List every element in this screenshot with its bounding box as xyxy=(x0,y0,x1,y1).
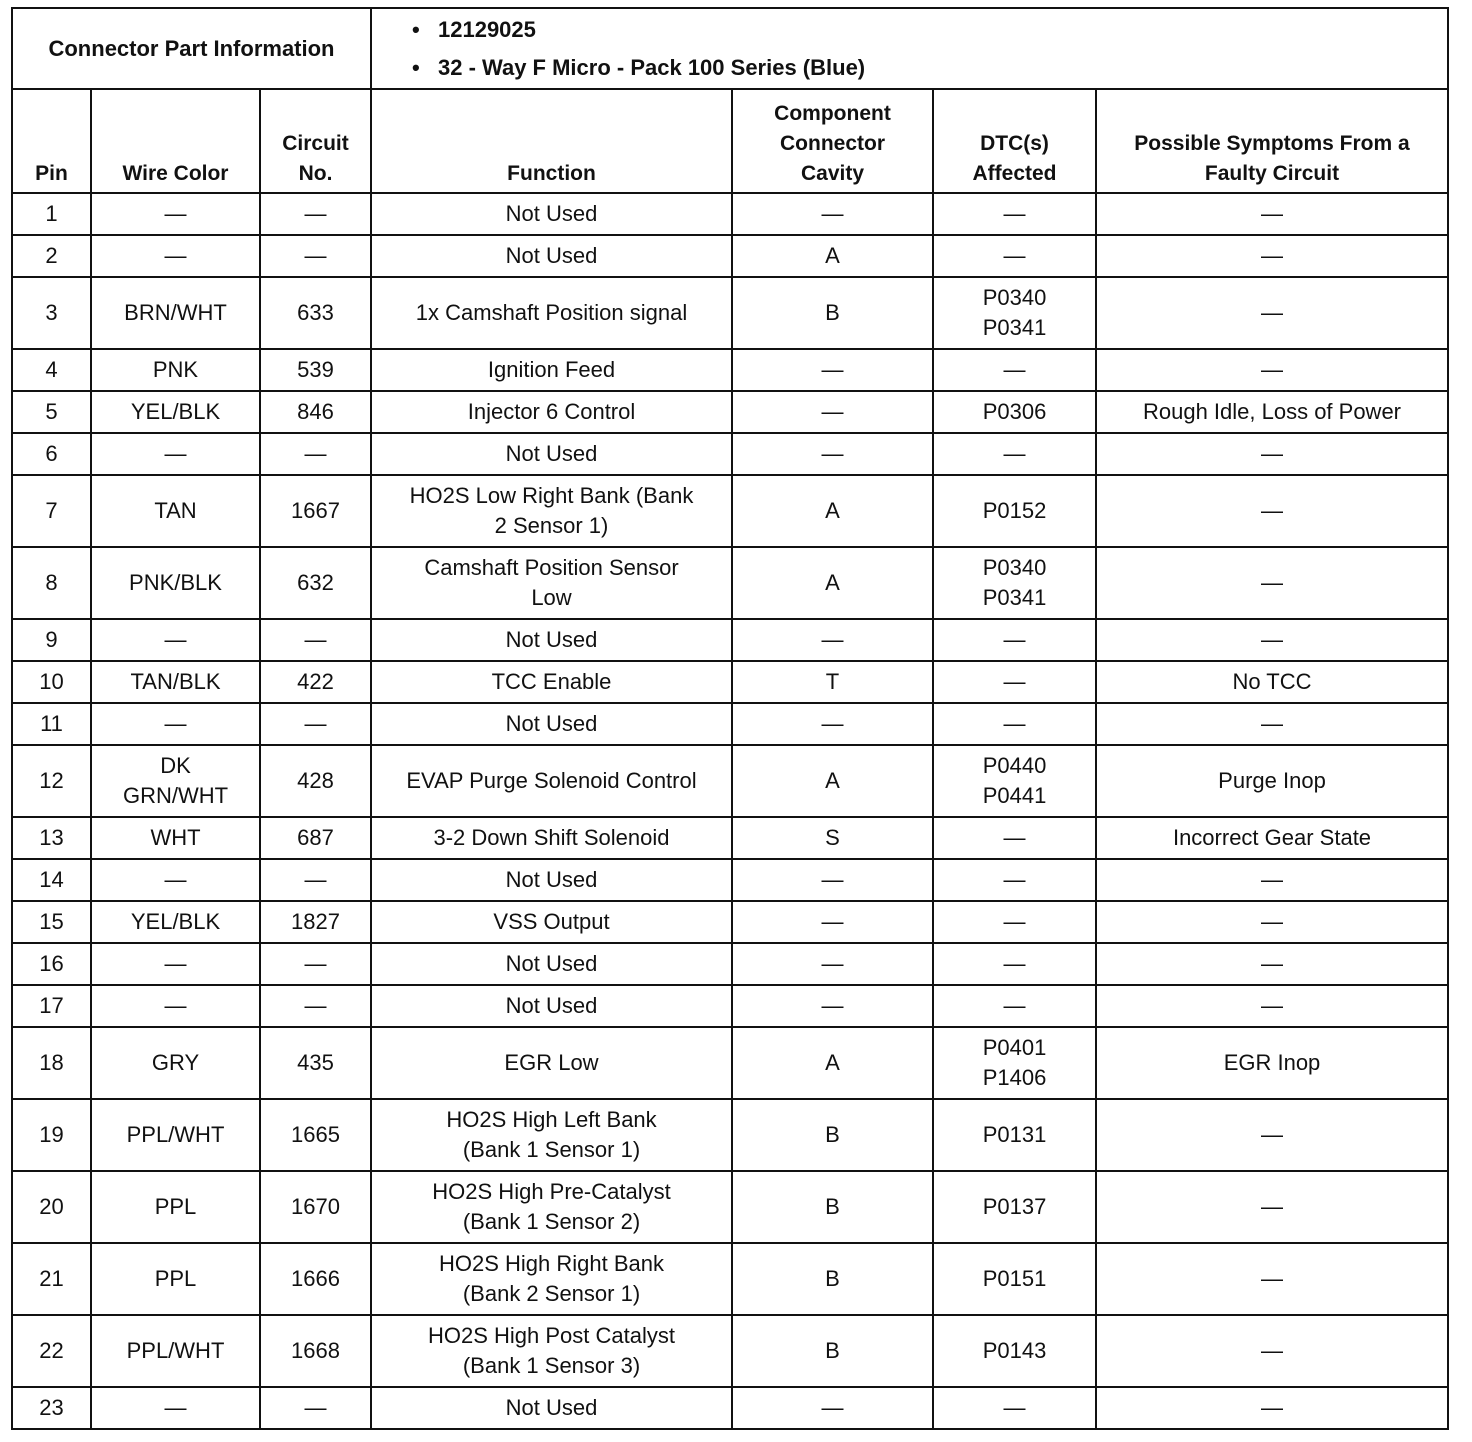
dtc-cell: P0440 P0441 xyxy=(933,745,1096,817)
symptom-cell: — xyxy=(1096,1387,1448,1429)
table-row xyxy=(12,901,1448,943)
table-row xyxy=(12,235,1448,277)
cavity-cell: — xyxy=(732,391,933,433)
circuit-no-cell: 1665 xyxy=(260,1099,371,1171)
connector-type-item: • 32 - Way F Micro - Pack 100 Series (Blue) xyxy=(412,49,1443,87)
symptom-cell: — xyxy=(1096,547,1448,619)
table-row xyxy=(12,943,1448,985)
circuit-no-cell: 632 xyxy=(260,547,371,619)
table-row xyxy=(12,745,1448,817)
dtc-cell: P0143 xyxy=(933,1315,1096,1387)
function-cell: HO2S High Right Bank (Bank 2 Sensor 1) xyxy=(371,1243,732,1315)
table-row xyxy=(12,349,1448,391)
cavity-cell: A xyxy=(732,235,933,277)
circuit-no-cell: — xyxy=(260,1387,371,1429)
circuit-no-cell: 687 xyxy=(260,817,371,859)
symptom-cell: — xyxy=(1096,277,1448,349)
table-row xyxy=(12,433,1448,475)
symptom-cell: — xyxy=(1096,475,1448,547)
function-cell: Not Used xyxy=(371,619,732,661)
wire-color-cell: WHT xyxy=(91,817,260,859)
symptom-cell: — xyxy=(1096,1171,1448,1243)
symptom-cell: — xyxy=(1096,619,1448,661)
function-cell: Not Used xyxy=(371,433,732,475)
pin-cell: 10 xyxy=(12,661,91,703)
wire-color-cell: — xyxy=(91,235,260,277)
cavity-cell: S xyxy=(732,817,933,859)
circuit-no-cell: 435 xyxy=(260,1027,371,1099)
function-cell: VSS Output xyxy=(371,901,732,943)
symptom-cell: — xyxy=(1096,349,1448,391)
dtc-cell: P0306 xyxy=(933,391,1096,433)
pin-cell: 4 xyxy=(12,349,91,391)
wire-color-cell: PPL xyxy=(91,1171,260,1243)
header-cavity: Component Connector Cavity xyxy=(732,89,933,193)
symptom-cell: — xyxy=(1096,235,1448,277)
wire-color-cell: GRY xyxy=(91,1027,260,1099)
circuit-no-cell: 428 xyxy=(260,745,371,817)
pin-cell: 16 xyxy=(12,943,91,985)
symptom-cell: No TCC xyxy=(1096,661,1448,703)
function-cell: Not Used xyxy=(371,235,732,277)
cavity-cell: A xyxy=(732,547,933,619)
circuit-no-cell: 846 xyxy=(260,391,371,433)
wire-color-cell: — xyxy=(91,619,260,661)
function-cell: HO2S Low Right Bank (Bank 2 Sensor 1) xyxy=(371,475,732,547)
table-row xyxy=(12,817,1448,859)
circuit-no-cell: 1827 xyxy=(260,901,371,943)
pin-cell: 12 xyxy=(12,745,91,817)
circuit-no-cell: — xyxy=(260,193,371,235)
wire-color-cell: PNK xyxy=(91,349,260,391)
dtc-cell: — xyxy=(933,433,1096,475)
function-cell: Not Used xyxy=(371,943,732,985)
wire-color-cell: — xyxy=(91,193,260,235)
circuit-no-cell: — xyxy=(260,619,371,661)
table-row xyxy=(12,391,1448,433)
dtc-cell: — xyxy=(933,901,1096,943)
circuit-no-cell: 422 xyxy=(260,661,371,703)
dtc-cell: P0340 P0341 xyxy=(933,547,1096,619)
table-row xyxy=(12,475,1448,547)
pin-cell: 2 xyxy=(12,235,91,277)
function-cell: Not Used xyxy=(371,1387,732,1429)
table-row xyxy=(12,1387,1448,1429)
wire-color-cell: — xyxy=(91,1387,260,1429)
dtc-cell: — xyxy=(933,193,1096,235)
cavity-cell: B xyxy=(732,1171,933,1243)
table-row xyxy=(12,859,1448,901)
wire-color-cell: PNK/BLK xyxy=(91,547,260,619)
bullet-icon: • xyxy=(412,16,420,42)
pin-cell: 23 xyxy=(12,1387,91,1429)
circuit-no-cell: — xyxy=(260,985,371,1027)
circuit-no-cell: — xyxy=(260,433,371,475)
pin-cell: 11 xyxy=(12,703,91,745)
symptom-cell: Rough Idle, Loss of Power xyxy=(1096,391,1448,433)
function-cell: HO2S High Post Catalyst (Bank 1 Sensor 3) xyxy=(371,1315,732,1387)
circuit-no-cell: 633 xyxy=(260,277,371,349)
table-row xyxy=(12,1315,1448,1387)
cavity-cell: — xyxy=(732,433,933,475)
part-number-item: • 12129025 xyxy=(412,11,1443,49)
table-row xyxy=(12,1099,1448,1171)
dtc-cell: P0137 xyxy=(933,1171,1096,1243)
dtc-cell: P0152 xyxy=(933,475,1096,547)
circuit-no-cell: 1666 xyxy=(260,1243,371,1315)
function-cell: HO2S High Left Bank (Bank 1 Sensor 1) xyxy=(371,1099,732,1171)
wire-color-cell: YEL/BLK xyxy=(91,391,260,433)
symptom-cell: — xyxy=(1096,1315,1448,1387)
wire-color-cell: PPL/WHT xyxy=(91,1099,260,1171)
cavity-cell: — xyxy=(732,349,933,391)
table-row xyxy=(12,1243,1448,1315)
wire-color-cell: PPL/WHT xyxy=(91,1315,260,1387)
cavity-cell: A xyxy=(732,1027,933,1099)
function-cell: Injector 6 Control xyxy=(371,391,732,433)
pin-cell: 6 xyxy=(12,433,91,475)
table-row xyxy=(12,985,1448,1027)
wire-color-cell: — xyxy=(91,943,260,985)
table-row xyxy=(12,277,1448,349)
header-circuit-no: Circuit No. xyxy=(260,89,371,193)
table-row xyxy=(12,703,1448,745)
dtc-cell: P0131 xyxy=(933,1099,1096,1171)
dtc-cell: — xyxy=(933,661,1096,703)
pin-cell: 15 xyxy=(12,901,91,943)
symptom-cell: Purge Inop xyxy=(1096,745,1448,817)
dtc-cell: — xyxy=(933,1387,1096,1429)
cavity-cell: B xyxy=(732,1243,933,1315)
symptom-cell: — xyxy=(1096,985,1448,1027)
function-cell: Not Used xyxy=(371,985,732,1027)
pin-cell: 8 xyxy=(12,547,91,619)
cavity-cell: — xyxy=(732,703,933,745)
pin-cell: 19 xyxy=(12,1099,91,1171)
wire-color-cell: — xyxy=(91,859,260,901)
connector-pinout-table xyxy=(11,7,1449,1430)
cavity-cell: A xyxy=(732,745,933,817)
dtc-cell: — xyxy=(933,985,1096,1027)
cavity-cell: — xyxy=(732,985,933,1027)
circuit-no-cell: — xyxy=(260,703,371,745)
dtc-cell: P0340 P0341 xyxy=(933,277,1096,349)
wire-color-cell: PPL xyxy=(91,1243,260,1315)
table-row xyxy=(12,547,1448,619)
pin-cell: 20 xyxy=(12,1171,91,1243)
header-pin: Pin xyxy=(12,89,91,193)
pin-cell: 9 xyxy=(12,619,91,661)
table-row xyxy=(12,1171,1448,1243)
table-row xyxy=(12,619,1448,661)
pin-cell: 21 xyxy=(12,1243,91,1315)
bullet-icon: • xyxy=(412,54,420,80)
cavity-cell: T xyxy=(732,661,933,703)
cavity-cell: A xyxy=(732,475,933,547)
table-row xyxy=(12,661,1448,703)
symptom-cell: — xyxy=(1096,433,1448,475)
function-cell: Not Used xyxy=(371,193,732,235)
function-cell: TCC Enable xyxy=(371,661,732,703)
pin-rows xyxy=(12,193,1448,1429)
cavity-cell: — xyxy=(732,859,933,901)
header-symptoms: Possible Symptoms From a Faulty Circuit xyxy=(1096,89,1448,193)
circuit-no-cell: — xyxy=(260,859,371,901)
connector-info-row xyxy=(12,8,1448,89)
wire-color-cell: TAN xyxy=(91,475,260,547)
table-row xyxy=(12,193,1448,235)
dtc-cell: P0401 P1406 xyxy=(933,1027,1096,1099)
symptom-cell: EGR Inop xyxy=(1096,1027,1448,1099)
cavity-cell: — xyxy=(732,943,933,985)
cavity-cell: B xyxy=(732,1099,933,1171)
circuit-no-cell: 539 xyxy=(260,349,371,391)
symptom-cell: — xyxy=(1096,703,1448,745)
wire-color-cell: BRN/WHT xyxy=(91,277,260,349)
dtc-cell: — xyxy=(933,349,1096,391)
pin-cell: 13 xyxy=(12,817,91,859)
circuit-no-cell: 1668 xyxy=(260,1315,371,1387)
wire-color-cell: DK GRN/WHT xyxy=(91,745,260,817)
symptom-cell: — xyxy=(1096,193,1448,235)
function-cell: Camshaft Position Sensor Low xyxy=(371,547,732,619)
dtc-cell: — xyxy=(933,943,1096,985)
header-dtc: DTC(s) Affected xyxy=(933,89,1096,193)
cavity-cell: B xyxy=(732,1315,933,1387)
symptom-cell: — xyxy=(1096,859,1448,901)
symptom-cell: — xyxy=(1096,1099,1448,1171)
circuit-no-cell: 1670 xyxy=(260,1171,371,1243)
pin-cell: 5 xyxy=(12,391,91,433)
symptom-cell: — xyxy=(1096,1243,1448,1315)
circuit-no-cell: 1667 xyxy=(260,475,371,547)
dtc-cell: — xyxy=(933,235,1096,277)
symptom-cell: — xyxy=(1096,943,1448,985)
cavity-cell: — xyxy=(732,619,933,661)
pin-cell: 22 xyxy=(12,1315,91,1387)
pin-cell: 14 xyxy=(12,859,91,901)
pin-cell: 18 xyxy=(12,1027,91,1099)
dtc-cell: P0151 xyxy=(933,1243,1096,1315)
cavity-cell: B xyxy=(732,277,933,349)
circuit-no-cell: — xyxy=(260,235,371,277)
table-row xyxy=(12,1027,1448,1099)
wire-color-cell: YEL/BLK xyxy=(91,901,260,943)
circuit-no-cell: — xyxy=(260,943,371,985)
function-cell: EGR Low xyxy=(371,1027,732,1099)
pin-cell: 1 xyxy=(12,193,91,235)
function-cell: HO2S High Pre-Catalyst (Bank 1 Sensor 2) xyxy=(371,1171,732,1243)
wire-color-cell: — xyxy=(91,433,260,475)
function-cell: Not Used xyxy=(371,703,732,745)
cavity-cell: — xyxy=(732,901,933,943)
cavity-cell: — xyxy=(732,193,933,235)
function-cell: EVAP Purge Solenoid Control xyxy=(371,745,732,817)
dtc-cell: — xyxy=(933,817,1096,859)
connector-info-label: Connector Part Information xyxy=(12,8,371,89)
pin-cell: 7 xyxy=(12,475,91,547)
header-wire-color: Wire Color xyxy=(91,89,260,193)
function-cell: Not Used xyxy=(371,859,732,901)
wire-color-cell: — xyxy=(91,703,260,745)
pin-cell: 3 xyxy=(12,277,91,349)
symptom-cell: Incorrect Gear State xyxy=(1096,817,1448,859)
header-function: Function xyxy=(371,89,732,193)
column-header-row xyxy=(12,89,1448,193)
pin-cell: 17 xyxy=(12,985,91,1027)
function-cell: 1x Camshaft Position signal xyxy=(371,277,732,349)
cavity-cell: — xyxy=(732,1387,933,1429)
function-cell: Ignition Feed xyxy=(371,349,732,391)
wire-color-cell: TAN/BLK xyxy=(91,661,260,703)
dtc-cell: — xyxy=(933,859,1096,901)
dtc-cell: — xyxy=(933,619,1096,661)
dtc-cell: — xyxy=(933,703,1096,745)
symptom-cell: — xyxy=(1096,901,1448,943)
function-cell: 3-2 Down Shift Solenoid xyxy=(371,817,732,859)
wire-color-cell: — xyxy=(91,985,260,1027)
connector-info-values xyxy=(371,8,1448,89)
